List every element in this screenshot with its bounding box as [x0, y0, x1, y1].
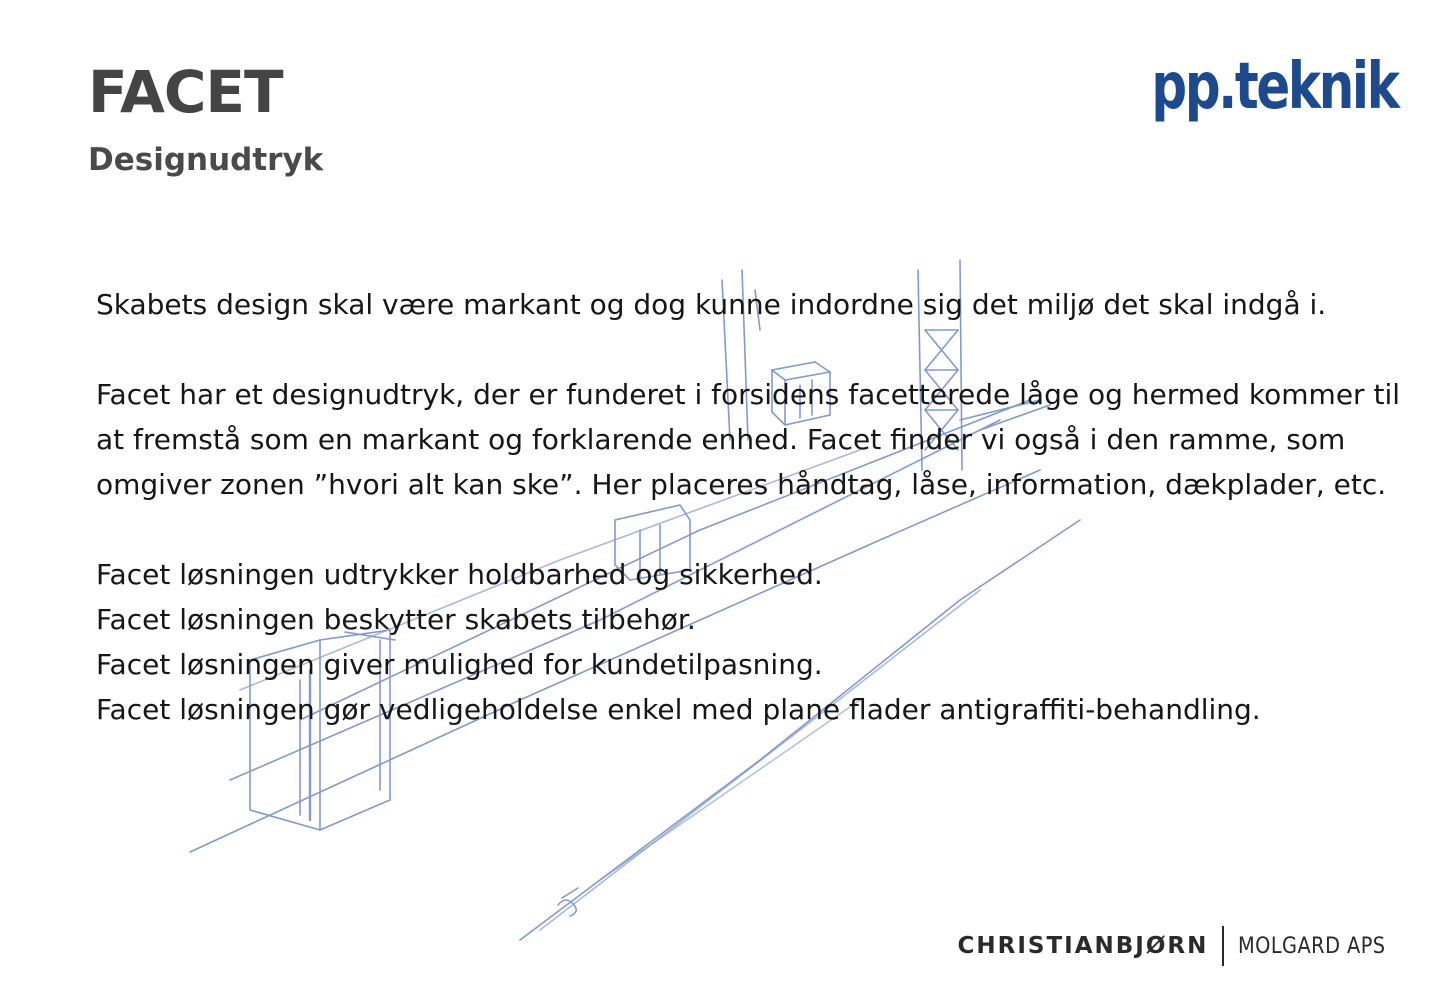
- footer-brands: [957, 926, 1406, 966]
- footer-divider: [1222, 926, 1224, 966]
- body-text: [96, 282, 1406, 732]
- page-subtitle: Designudtryk: [88, 142, 324, 178]
- statement-item: Facet løsningen gør vedligeholdelse enkel med plane flader antigraffiti-behandling.: [96, 693, 1261, 726]
- molgard-logo: MOLGARD APS: [1238, 933, 1386, 959]
- statement-item: Facet løsningen giver mulighed for kundetilpasning.: [96, 648, 823, 681]
- statement-item: Facet løsningen udtrykker holdbarhed og sikkerhed.: [96, 558, 823, 591]
- pp-teknik-logo: pp.teknik: [1151, 50, 1398, 124]
- page-title: FACET: [88, 58, 283, 126]
- statement-list: [96, 552, 1406, 732]
- paragraph-environment: Skabets design skal være markant og dog kunne indordne sig det miljø det skal indgå i.: [96, 288, 1327, 321]
- christianbjorn-logo: CHRISTIANBJØRN: [957, 933, 1209, 959]
- statement-item: Facet løsningen beskytter skabets tilbehør.: [96, 603, 696, 636]
- paragraph-design-expression: Facet har et designudtryk, der er funderet i forsidens facetterede låge og hermed kommer til at fremstå som en markant og forklarende enhed. Facet finder vi også i den ramme, som omgiver zonen ”hvori alt kan ske”. Her placeres håndtag, låse, information, dækplader, etc.: [96, 378, 1401, 501]
